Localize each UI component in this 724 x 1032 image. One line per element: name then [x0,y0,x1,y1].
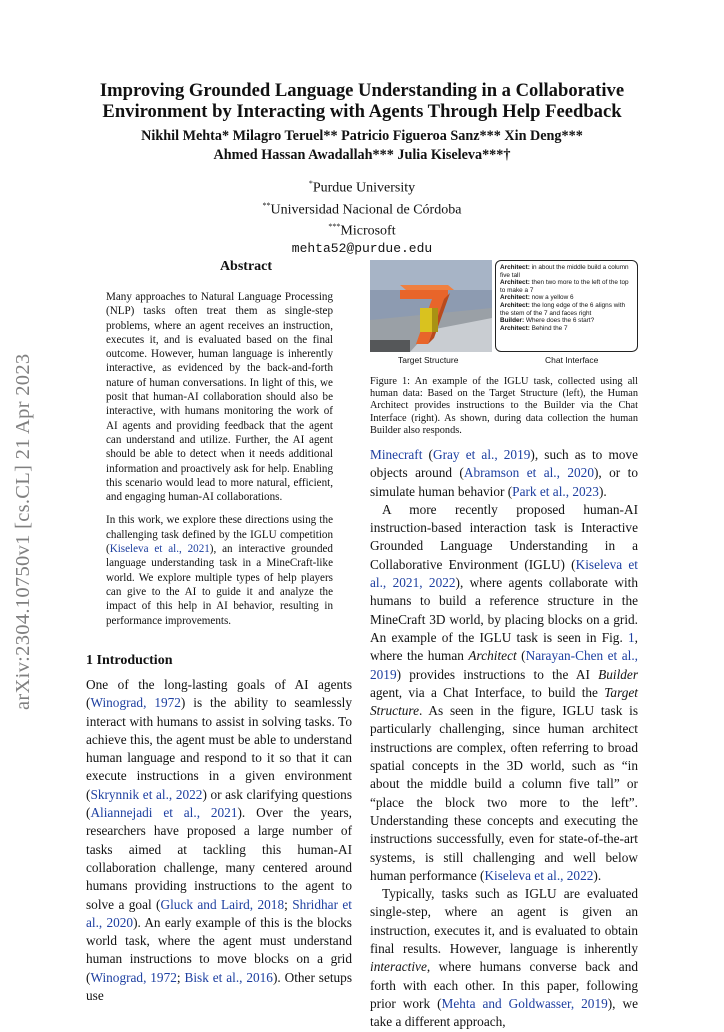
chat-message: Architect: the long edge of the 6 aligns with the stem of the 7 and faces right [500,301,626,317]
body-text: ( [516,648,526,664]
body-text: ( [422,447,433,462]
body-text: ). Over the years, researchers have proposed a large number of tasks aimed at tackling this human-AI collaboration challenge, many centered around humans providing instructions to the agent to solve a goal ( [86,805,352,912]
citation-link[interactable]: Aliannejadi et al., 2021 [90,805,238,821]
citation-link[interactable]: Abramson et al., 2020 [463,465,594,481]
figure-1-caption: Figure 1: An example of the IGLU task, collected using all human data: Based on the Target Structure (left), the Human Architect provides instructions to the Builder via the Chat Interface (right). As shown, during data collection the human Builder also responds. [370,376,638,436]
intro-paragraph-iglu [370,501,638,885]
chat-message: Architect: in about the middle build a column five tall [500,264,629,279]
arxiv-stamp-text: arXiv:2304.10750v1 [cs.CL] 21 Apr 2023 [12,353,34,710]
intro-paragraph-interactive [370,885,638,1031]
italic-term: Target Structure [370,684,638,719]
authors-line-1: Nikhil Mehta* Milagro Teruel** Patricio Figueroa Sanz*** Xin Deng*** [141,128,583,144]
authors [60,127,664,165]
intro-paragraph-continued [370,446,638,501]
citation-link[interactable]: Winograd, 1972 [90,969,177,985]
citation-link[interactable]: Bisk et al., 2016 [184,969,273,985]
body-text: ). Other setups use [86,969,353,1004]
citation-link[interactable]: Mehta and Goldwasser, 2019 [441,995,608,1011]
citation-link[interactable]: Narayan-Chen et al., 2019 [370,648,638,682]
figure-label-target-structure: Target Structure [398,355,459,365]
chat-message: Builder: Where does the 6 start? [500,317,595,325]
intro-right-column [370,446,638,1032]
body-text: . As seen in the figure, IGLU task is particularly challenging, since human architect instructions are complex, often referring to broad spatial concepts in the 3D world, such as “in about the middle build a column five tall” or “place the block two more to the left”. Understanding these concepts and executing the instructions successfully, even for state-of-the-art systems, is still challenging and well below human performance ( [370,703,638,883]
intro-paragraph-1 [86,676,352,1005]
arxiv-stamp [12,320,46,710]
authors-line-2: Ahmed Hassan Awadallah*** Julia Kiseleva***† [213,147,511,163]
abstract-paragraph-1: Many approaches to Natural Language Processing (NLP) tasks often treat them as single-step problems, where an agent receives an instruction, executes it, and is evaluated based on the final outcome. However, human language is inherently interactive, as evidenced by the back-and-forth nature of human conversations. In light of this, we posit that human-AI collaboration should also be interactive, with humans monitoring the work of AI agents and providing feedback that the agent can understand and utilize. Further, the AI agent should be able to detect when it needs additional information and proactively ask for help. Enabling this scenario would lead to more natural, efficient, and engaging human-AI collaborations. [106,291,333,504]
target-structure-image [370,260,492,352]
body-text: ) is the ability to seamlessly interact with humans to assist in solving tasks. To achieve this, the agent must be able to understand human language and respond to it so that it can execute instructions in a given environment ( [86,695,352,802]
body-text: ; [176,969,185,985]
citation-link[interactable]: Park et al., 2023 [512,483,599,499]
intro-left-column [86,676,352,1005]
figure-1 [370,260,638,368]
chat-message: Architect: Behind the 7 [500,324,568,332]
body-text: ; [284,896,293,912]
citation-link[interactable]: Minecraft [370,447,423,462]
body-text: ), or to simulate human behavior ( [370,465,639,499]
citation-link[interactable]: Gray et al., 2019 [432,447,531,462]
body-text: One of the long-lasting goals of AI agents ( [86,677,352,711]
affiliation-3: ***Microsoft [328,222,396,239]
body-text: ). [593,867,602,883]
italic-term: interactive [370,959,427,975]
figure-label-chat-interface: Chat Interface [545,355,599,365]
affiliation-2: **Universidad Nacional de Córdoba [262,200,462,218]
abstract-heading: Abstract [219,259,273,274]
body-text: ), we take a different approach, [370,995,638,1030]
body-text: A more recently proposed human-AI instruction-based interaction task is Interactive Grounded Language Understanding in a Collaborative Environment (IGLU) ( [370,501,638,572]
body-text: , where the human [370,629,638,664]
abstract [106,290,333,628]
chat-interface [495,260,638,352]
italic-term: Builder [598,666,638,682]
minecraft-scene-illustration [370,260,492,352]
citation-link[interactable]: 1 [628,629,635,645]
italic-term: Architect [468,648,517,664]
citation-link[interactable]: Kiseleva et al., 2021, 2022 [370,556,638,591]
section-heading-introduction: 1 Introduction [86,653,173,668]
chat-message: Architect: then two more to the left of the top to make a 7 [500,279,629,294]
title-line-1: Improving Grounded Language Understanding in a Collaborative [99,80,625,101]
citation-link[interactable]: Kiseleva et al., 2022 [484,867,594,883]
chat-message: Architect: now a yellow 6 [500,294,574,302]
citation-link[interactable]: Gluck and Laird, 2018 [160,896,285,912]
title-line-2: Environment by Interacting with Agents Through Help Feedback [102,101,622,122]
body-text: agent, via a Chat Interface, to build the [370,684,605,700]
author-email[interactable]: mehta52@purdue.edu [291,240,433,256]
body-text: Typically, tasks such as IGLU are evaluated single-step, where an agent is given an instruction, executes it, and is evaluated to obtain final results. However, language is inherently [370,886,638,957]
citation-link[interactable]: Kiseleva et al., 2021 [109,543,210,556]
citation-link[interactable]: Skrynnik et al., 2022 [90,786,203,802]
citation-link[interactable]: Winograd, 1972 [90,695,181,711]
body-text: ), where agents collaborate with humans to build a reference structure in the MineCraft 3D world, by placing blocks on a grid. An example of the IGLU task is seen in Fig. [370,575,638,645]
body-text: ), such as to move objects around ( [370,447,638,481]
citation-link[interactable]: Shridhar et al., 2020 [86,896,352,930]
affiliations [160,175,564,257]
abstract-paragraph-2: In this work, we explore these directions using the challenging task defined by the IGLU competition (Kiseleva et al., 2021), an interactive grounded language understanding task in a MineCraft-like world. We explore multiple types of help players can give to the AI to guide it and analyze the impact of this help in AI behavior, resulting in performance improvements. [106,514,333,627]
paper-title [60,80,664,122]
body-text: ). An early example of this is the blocks world task, where the agent must understand human instructions to move blocks on a grid ( [86,914,352,985]
body-text: ) provides instructions to the AI [396,666,599,682]
body-text: ). [598,483,607,499]
body-text: , where humans converse back and forth with each other. In this paper, following prior work ( [370,959,638,1011]
affiliation-1: *Purdue University [308,179,416,196]
body-text: ) or ask clarifying questions ( [86,786,352,821]
